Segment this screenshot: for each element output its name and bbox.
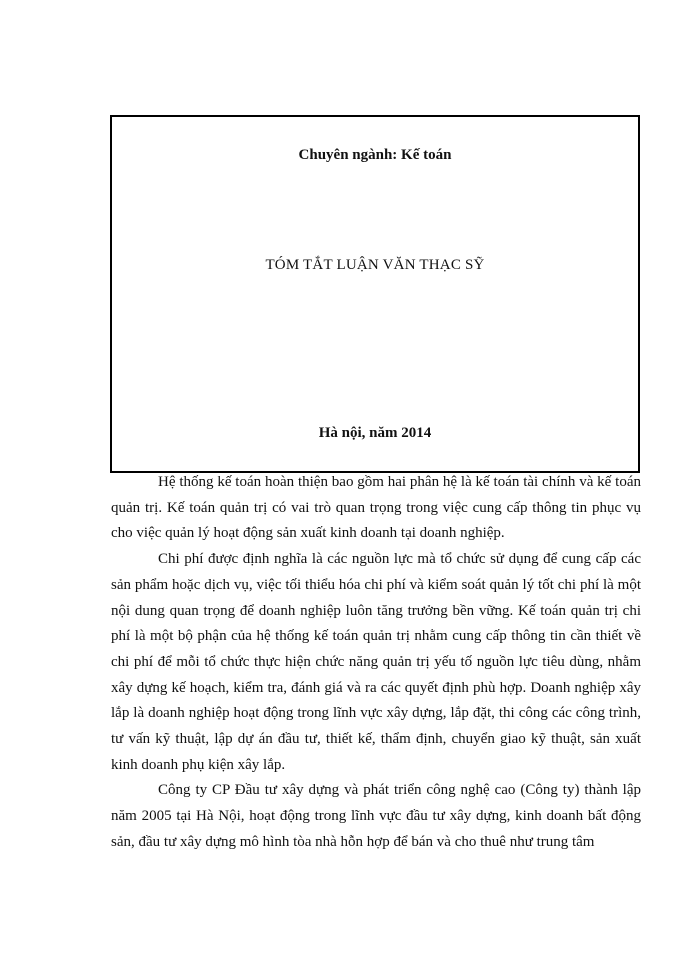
paragraph: Chi phí được định nghĩa là các nguồn lực mà tổ chức sử dụng để cung cấp các sản phẩm hoặc dịch vụ, việc tối thiểu hóa chi phí và kiểm soát quản lý tốt chi phí là một nội dung quan trọng để doanh nghiệp luôn tăng trưởng bền vững. Kế toán quản trị chi phí là một bộ phận của hệ thống kế toán quản trị nhằm cung cấp thông tin cần thiết về chi phí để mỗi tổ chức thực hiện chức năng quản trị yếu tố nguồn lực tiêu dùng, nhằm xây dựng kế hoạch, kiểm tra, đánh giá và ra các quyết định phù hợp. Doanh nghiệp xây lắp là doanh nghiệp hoạt động trong lĩnh vực xây dựng, lắp đặt, thi công các công trình, tư vấn kỹ thuật, lập dự án đầu tư, thiết kế, thẩm định, chuyển giao kỹ thuật, sản xuất kinh doanh phụ kiện xây lắp. xyxy=(111,551,641,773)
paragraph: Công ty CP Đầu tư xây dựng và phát triển công nghệ cao (Công ty) thành lập năm 2005 tại Hà Nội, hoạt động trong lĩnh vực đầu tư xây dựng, kinh doanh bất động sản, đầu tư xây dựng mô hình tòa nhà hỗn hợp để bán và cho thuê như trung tâm xyxy=(111,782,641,850)
cover-frame xyxy=(110,115,640,473)
specialty-heading: Chuyên ngành: Kế toán xyxy=(298,147,452,163)
place-and-year: Hà nội, năm 2014 xyxy=(318,425,432,441)
summary-body xyxy=(111,470,641,856)
paragraph: Hệ thống kế toán hoàn thiện bao gồm hai phân hệ là kế toán tài chính và kế toán quản trị. Kế toán quản trị có vai trò quan trọng trong việc cung cấp thông tin phục vụ cho việc quản lý hoạt động sản xuất kinh doanh tại doanh nghiệp. xyxy=(111,474,641,542)
thesis-summary-title: TÓM TẮT LUẬN VĂN THẠC SỸ xyxy=(265,257,485,273)
